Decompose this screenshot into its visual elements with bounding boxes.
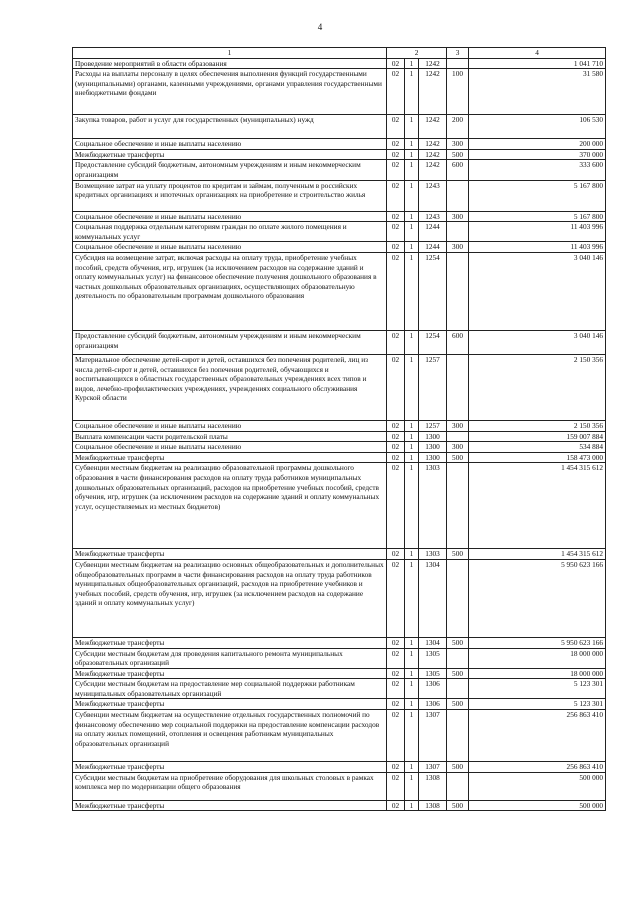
cell-target-article: 1242	[419, 139, 447, 150]
cell-name: Межбюджетные трансферты	[73, 762, 387, 773]
cell-name: Межбюджетные трансферты	[73, 452, 387, 463]
cell-target-article: 1242	[419, 149, 447, 160]
cell-target-article: 1307	[419, 762, 447, 773]
cell-amount: 256 863 410	[469, 762, 606, 773]
cell-target-article: 1306	[419, 699, 447, 710]
table-row	[73, 69, 606, 115]
cell-name: Субвенции местным бюджетам на реализацию образовательной программы дошкольного образования в части финансирования расходов на оплату труда работников муниципальных дошкольных образовательных организаций, расходов на приобретение учебных пособий, средств обучения, игр, игрушек (за исключением расходов на содержание зданий и оплату коммунальных услуг, осуществляемых из местных бюджетов)	[73, 463, 387, 549]
cell-amount: 500 000	[469, 800, 606, 811]
cell-name: Социальное обеспечение и иные выплаты населению	[73, 139, 387, 150]
header-code: 2	[387, 48, 447, 59]
cell-section: 02	[387, 710, 405, 762]
cell-subsection: 1	[405, 772, 419, 800]
cell-name: Межбюджетные трансферты	[73, 668, 387, 679]
cell-expense-type: 500	[447, 668, 469, 679]
cell-subsection: 1	[405, 710, 419, 762]
cell-amount: 2 150 356	[469, 420, 606, 431]
cell-section: 02	[387, 442, 405, 453]
table-row	[73, 772, 606, 800]
cell-section: 02	[387, 69, 405, 115]
cell-target-article: 1242	[419, 115, 447, 139]
cell-subsection: 1	[405, 559, 419, 637]
cell-amount: 5 167 800	[469, 180, 606, 211]
cell-name: Субсидии местным бюджетам для проведения капитального ремонта муниципальных образовательных организаций	[73, 648, 387, 668]
cell-amount: 500 000	[469, 772, 606, 800]
cell-expense-type	[447, 180, 469, 211]
cell-name: Субсидия на возмещение затрат, включая расходы на оплату труда, приобретение учебных пособий, средств обучения, игр, игрушек (за исключением расходов на содержание зданий и оплату коммунальных услуг) на финансовое обеспечение получения дошкольного образования в частных дошкольных образовательных организациях, осуществляющих образовательную деятельность по образовательным программам дошкольного образования	[73, 252, 387, 330]
cell-amount: 333 600	[469, 160, 606, 180]
table-row	[73, 431, 606, 442]
cell-expense-type	[447, 463, 469, 549]
table-row	[73, 149, 606, 160]
cell-expense-type: 200	[447, 115, 469, 139]
cell-subsection: 1	[405, 762, 419, 773]
cell-amount: 256 863 410	[469, 710, 606, 762]
cell-expense-type: 600	[447, 330, 469, 354]
header-row	[73, 48, 606, 59]
cell-name: Субвенции местным бюджетам на осуществление отдельных государственных полномочий по финансовому обеспечению мер социальной поддержки на предоставление компенсации расходов на оплату жилых помещений, отопления и освещения работникам муниципальных образовательных организаций	[73, 710, 387, 762]
cell-name: Межбюджетные трансферты	[73, 637, 387, 648]
cell-expense-type: 500	[447, 699, 469, 710]
cell-expense-type: 300	[447, 139, 469, 150]
cell-section: 02	[387, 211, 405, 222]
cell-amount: 5 123 301	[469, 699, 606, 710]
table-row	[73, 252, 606, 330]
cell-subsection: 1	[405, 679, 419, 699]
cell-section: 02	[387, 420, 405, 431]
cell-amount: 200 000	[469, 139, 606, 150]
table-row	[73, 442, 606, 453]
cell-expense-type: 600	[447, 160, 469, 180]
cell-target-article: 1308	[419, 772, 447, 800]
cell-section: 02	[387, 637, 405, 648]
cell-amount: 106 530	[469, 115, 606, 139]
cell-amount: 159 007 884	[469, 431, 606, 442]
cell-expense-type: 300	[447, 420, 469, 431]
cell-section: 02	[387, 800, 405, 811]
cell-expense-type	[447, 648, 469, 668]
cell-amount: 18 000 000	[469, 668, 606, 679]
cell-subsection: 1	[405, 452, 419, 463]
cell-name: Межбюджетные трансферты	[73, 699, 387, 710]
cell-section: 02	[387, 431, 405, 442]
cell-expense-type: 300	[447, 242, 469, 253]
table-row	[73, 115, 606, 139]
cell-expense-type	[447, 679, 469, 699]
table-row	[73, 354, 606, 420]
cell-subsection: 1	[405, 115, 419, 139]
cell-target-article: 1300	[419, 452, 447, 463]
cell-target-article: 1305	[419, 668, 447, 679]
table-row	[73, 699, 606, 710]
cell-target-article: 1243	[419, 211, 447, 222]
cell-section: 02	[387, 160, 405, 180]
cell-subsection: 1	[405, 180, 419, 211]
cell-amount: 5 950 623 166	[469, 559, 606, 637]
cell-subsection: 1	[405, 800, 419, 811]
cell-target-article: 1305	[419, 648, 447, 668]
cell-expense-type: 500	[447, 762, 469, 773]
table-row	[73, 242, 606, 253]
cell-name: Социальное обеспечение и иные выплаты населению	[73, 420, 387, 431]
cell-section: 02	[387, 679, 405, 699]
cell-subsection: 1	[405, 139, 419, 150]
table-row	[73, 710, 606, 762]
cell-name: Социальная поддержка отдельным категориям граждан по оплате жилого помещения и коммунальных услуг	[73, 222, 387, 242]
cell-target-article: 1257	[419, 420, 447, 431]
cell-subsection: 1	[405, 222, 419, 242]
cell-subsection: 1	[405, 699, 419, 710]
table-row	[73, 330, 606, 354]
table-row	[73, 637, 606, 648]
cell-target-article: 1244	[419, 242, 447, 253]
cell-amount: 11 403 996	[469, 222, 606, 242]
cell-amount: 1 041 710	[469, 58, 606, 69]
cell-subsection: 1	[405, 668, 419, 679]
cell-target-article: 1254	[419, 330, 447, 354]
cell-section: 02	[387, 648, 405, 668]
cell-name: Межбюджетные трансферты	[73, 549, 387, 560]
cell-amount: 1 454 315 612	[469, 463, 606, 549]
cell-amount: 11 403 996	[469, 242, 606, 253]
cell-name: Предоставление субсидий бюджетным, автономным учреждениям и иным некоммерческим организациям	[73, 330, 387, 354]
cell-name: Социальное обеспечение и иные выплаты населению	[73, 442, 387, 453]
cell-section: 02	[387, 354, 405, 420]
cell-amount: 18 000 000	[469, 648, 606, 668]
table-row	[73, 139, 606, 150]
cell-expense-type	[447, 431, 469, 442]
cell-subsection: 1	[405, 58, 419, 69]
cell-target-article: 1303	[419, 549, 447, 560]
cell-subsection: 1	[405, 330, 419, 354]
cell-subsection: 1	[405, 211, 419, 222]
table-row	[73, 58, 606, 69]
cell-section: 02	[387, 463, 405, 549]
cell-expense-type	[447, 252, 469, 330]
cell-target-article: 1307	[419, 710, 447, 762]
cell-subsection: 1	[405, 160, 419, 180]
cell-section: 02	[387, 58, 405, 69]
cell-target-article: 1243	[419, 180, 447, 211]
cell-section: 02	[387, 115, 405, 139]
cell-section: 02	[387, 330, 405, 354]
cell-target-article: 1244	[419, 222, 447, 242]
cell-subsection: 1	[405, 242, 419, 253]
table-row	[73, 160, 606, 180]
cell-expense-type: 500	[447, 452, 469, 463]
table-row	[73, 668, 606, 679]
cell-amount: 534 884	[469, 442, 606, 453]
cell-name: Субсидии местным бюджетам на предоставление мер социальной поддержки работникам муниципальных образовательных организаций	[73, 679, 387, 699]
page-number: 4	[317, 22, 323, 32]
cell-subsection: 1	[405, 549, 419, 560]
cell-section: 02	[387, 222, 405, 242]
cell-amount: 5 123 301	[469, 679, 606, 699]
cell-expense-type	[447, 222, 469, 242]
cell-target-article: 1303	[419, 463, 447, 549]
cell-name: Субсидии местным бюджетам на приобретение оборудования для школьных столовых в рамках комплекса мер по модернизации общего образования	[73, 772, 387, 800]
cell-target-article: 1300	[419, 442, 447, 453]
cell-target-article: 1242	[419, 160, 447, 180]
cell-name: Межбюджетные трансферты	[73, 800, 387, 811]
cell-amount: 31 580	[469, 69, 606, 115]
cell-section: 02	[387, 242, 405, 253]
cell-expense-type	[447, 354, 469, 420]
table-row	[73, 559, 606, 637]
cell-amount: 5 167 800	[469, 211, 606, 222]
cell-name: Расходы на выплаты персоналу в целях обеспечения выполнения функций государственными (муниципальными) органами, казенными учреждениями, органами управления государственными внебюджетными фондами	[73, 69, 387, 115]
cell-target-article: 1304	[419, 637, 447, 648]
cell-expense-type: 500	[447, 549, 469, 560]
cell-target-article: 1242	[419, 58, 447, 69]
cell-name: Материальное обеспечение детей-сирот и детей, оставшихся без попечения родителей, лиц из числа детей-сирот и детей, оставшихся без попечения родителей, обучающихся и воспитывающихся в областных государственных образовательных учреждениях всех типов и видов, лечебно-профилактических учреждениях, учреждениях социального обслуживания Курской области	[73, 354, 387, 420]
cell-target-article: 1300	[419, 431, 447, 442]
cell-section: 02	[387, 452, 405, 463]
cell-subsection: 1	[405, 69, 419, 115]
cell-name: Социальное обеспечение и иные выплаты населению	[73, 211, 387, 222]
cell-expense-type	[447, 710, 469, 762]
cell-target-article: 1242	[419, 69, 447, 115]
cell-name: Субвенции местным бюджетам на реализацию основных общеобразовательных и дополнительных общеобразовательных программ в части финансирования расходов на оплату труда работников муниципальных общеобразовательных организаций, расходов на приобретение учебников и учебных пособий, средств обучения, игр, игрушек (за исключением расходов на содержание зданий и оплату коммунальных услуг)	[73, 559, 387, 637]
cell-section: 02	[387, 139, 405, 150]
table-row	[73, 549, 606, 560]
cell-amount: 158 473 000	[469, 452, 606, 463]
cell-name: Межбюджетные трансферты	[73, 149, 387, 160]
cell-section: 02	[387, 559, 405, 637]
cell-subsection: 1	[405, 420, 419, 431]
cell-expense-type	[447, 772, 469, 800]
table-row	[73, 800, 606, 811]
cell-section: 02	[387, 772, 405, 800]
cell-subsection: 1	[405, 637, 419, 648]
cell-target-article: 1304	[419, 559, 447, 637]
header-name: 1	[73, 48, 387, 59]
cell-amount: 2 150 356	[469, 354, 606, 420]
cell-name: Предоставление субсидий бюджетным, автономным учреждениям и иным некоммерческим организациям	[73, 160, 387, 180]
cell-subsection: 1	[405, 463, 419, 549]
cell-section: 02	[387, 549, 405, 560]
cell-subsection: 1	[405, 648, 419, 668]
cell-expense-type: 500	[447, 149, 469, 160]
cell-section: 02	[387, 252, 405, 330]
table-row	[73, 463, 606, 549]
header-expense-type: 3	[447, 48, 469, 59]
cell-name: Закупка товаров, работ и услуг для государственных (муниципальных) нужд	[73, 115, 387, 139]
cell-name: Проведение мероприятий в области образования	[73, 58, 387, 69]
cell-amount: 3 040 146	[469, 330, 606, 354]
cell-subsection: 1	[405, 252, 419, 330]
cell-expense-type: 300	[447, 442, 469, 453]
cell-subsection: 1	[405, 149, 419, 160]
budget-table	[72, 47, 606, 811]
cell-section: 02	[387, 668, 405, 679]
cell-expense-type: 100	[447, 69, 469, 115]
cell-section: 02	[387, 699, 405, 710]
cell-target-article: 1306	[419, 679, 447, 699]
cell-subsection: 1	[405, 442, 419, 453]
cell-target-article: 1308	[419, 800, 447, 811]
cell-expense-type: 500	[447, 800, 469, 811]
table-row	[73, 648, 606, 668]
table-row	[73, 762, 606, 773]
cell-name: Социальное обеспечение и иные выплаты населению	[73, 242, 387, 253]
cell-amount: 370 000	[469, 149, 606, 160]
table-row	[73, 420, 606, 431]
cell-target-article: 1254	[419, 252, 447, 330]
table-row	[73, 452, 606, 463]
cell-expense-type	[447, 559, 469, 637]
table-row	[73, 211, 606, 222]
cell-subsection: 1	[405, 431, 419, 442]
table-body	[73, 58, 606, 811]
cell-subsection: 1	[405, 354, 419, 420]
table-row	[73, 180, 606, 211]
cell-amount: 1 454 315 612	[469, 549, 606, 560]
cell-amount: 5 950 623 166	[469, 637, 606, 648]
cell-target-article: 1257	[419, 354, 447, 420]
header-amount: 4	[469, 48, 606, 59]
cell-amount: 3 040 146	[469, 252, 606, 330]
cell-expense-type: 500	[447, 637, 469, 648]
cell-name: Возмещение затрат на уплату процентов по кредитам и займам, полученным в российских кредитных организациях и ипотечных организациях на приобретение и строительство жилья	[73, 180, 387, 211]
cell-name: Выплата компенсации части родительской платы	[73, 431, 387, 442]
table-row	[73, 679, 606, 699]
cell-section: 02	[387, 762, 405, 773]
cell-expense-type	[447, 58, 469, 69]
table-row	[73, 222, 606, 242]
cell-section: 02	[387, 149, 405, 160]
cell-expense-type: 300	[447, 211, 469, 222]
cell-section: 02	[387, 180, 405, 211]
